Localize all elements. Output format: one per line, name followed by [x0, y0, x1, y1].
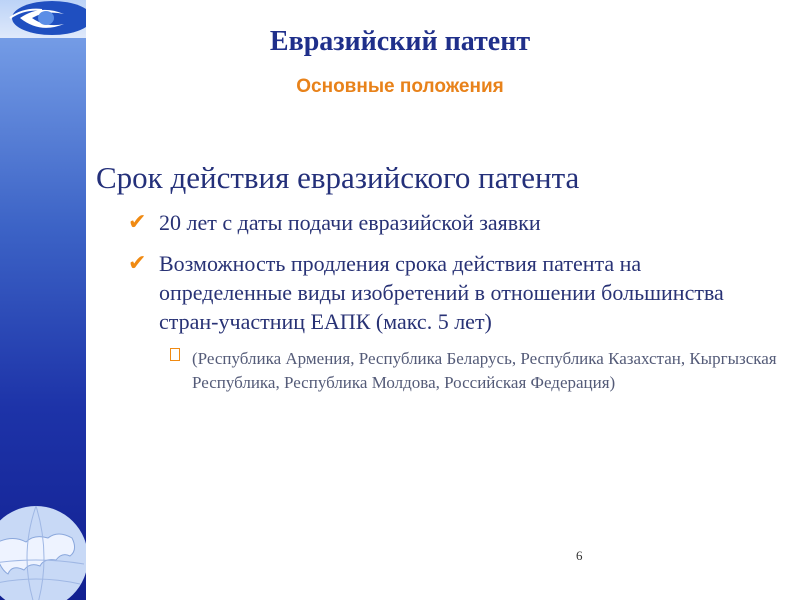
bullet-item — [128, 208, 768, 237]
sidebar — [0, 0, 86, 600]
checkmark-icon: ✔ — [128, 210, 147, 235]
bullet-text: 20 лет с даты подачи евразийской заявки — [159, 210, 541, 235]
logo-area — [0, 0, 86, 38]
sub-bullet-item — [170, 347, 780, 395]
section-heading: Срок действия евразийского патента — [96, 160, 580, 195]
bullet-item — [128, 249, 768, 336]
square-bullet-icon — [170, 348, 180, 361]
eye-logo-icon — [0, 0, 86, 38]
checkmark-icon: ✔ — [128, 251, 147, 276]
page-number: 6 — [576, 548, 583, 563]
bullet-text: Возможность продления срока действия патента на определенные виды изобретений в отношении большинства стран-участниц ЕАПК (макс. 5 лет) — [159, 251, 724, 334]
globe-icon — [0, 504, 86, 600]
sub-bullet-text: (Республика Армения, Республика Беларусь, Республика Казахстан, Кыргызская Республика, Республика Молдова, Российская Федерация) — [192, 349, 777, 392]
slide-subtitle: Основные положения — [296, 76, 504, 97]
slide-title: Евразийский патент — [269, 26, 531, 57]
